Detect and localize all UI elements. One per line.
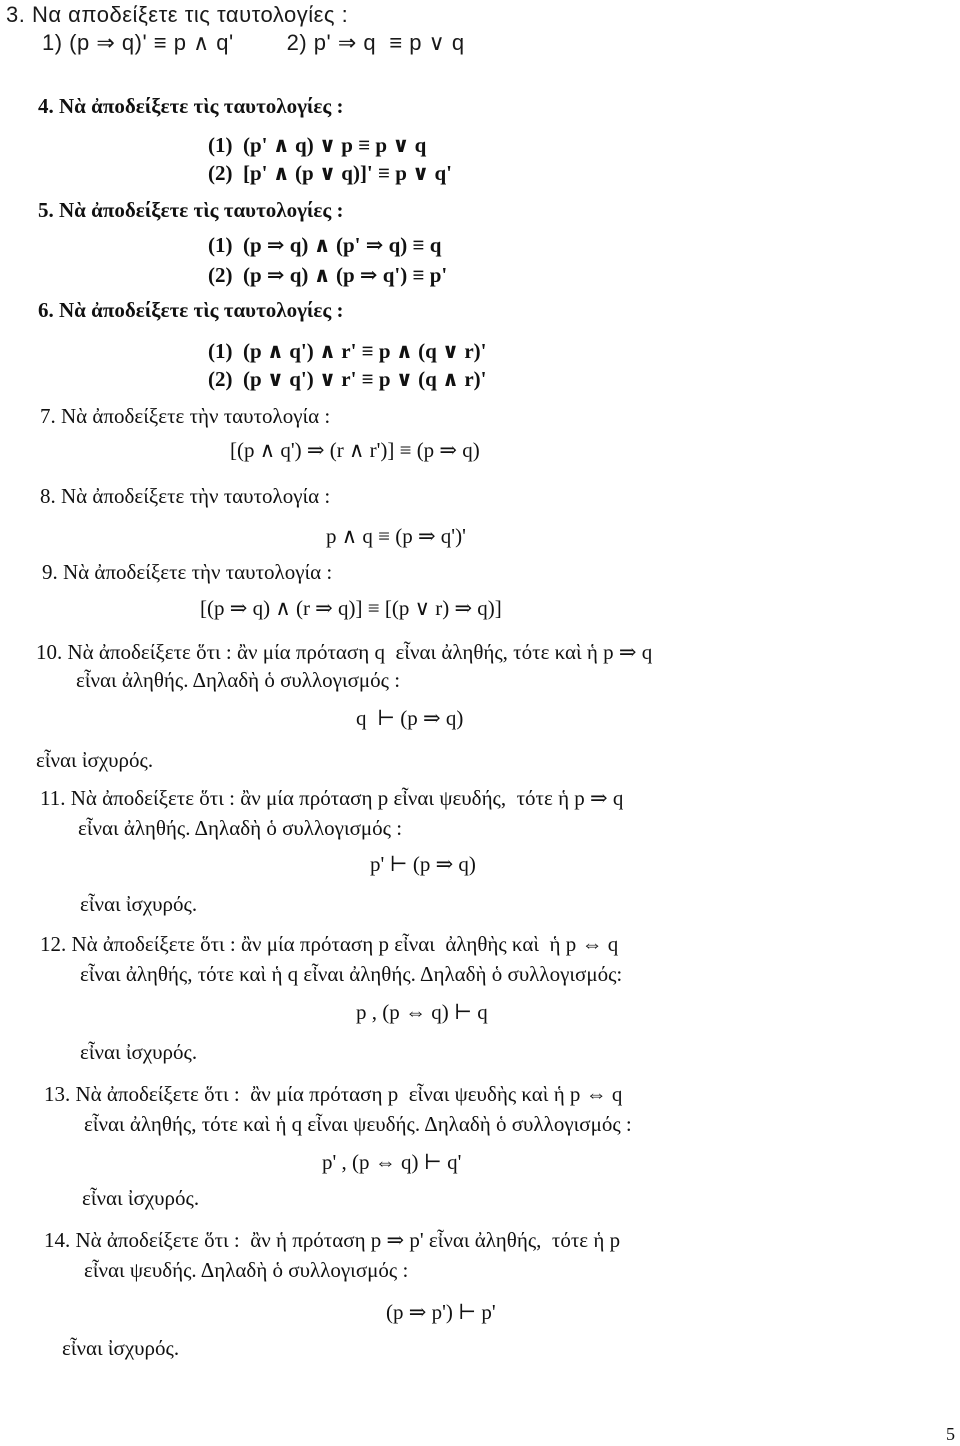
exercise-13-line-2: εἶναι ἀληθής, τότε καὶ ἡ q εἶναι ψευδής. Δηλαδὴ ὁ συλλογισμός : <box>84 1112 632 1136</box>
exercise-4-formula-1: (1) (p' ∧ q) ∨ p ≡ p ∨ q <box>208 133 427 157</box>
exercise-12-conclusion: εἶναι ἰσχυρός. <box>80 1040 198 1064</box>
exercise-14-formula: (p ⇒ p') ⊢ p' <box>386 1300 496 1324</box>
exercise-11-line-1: 11. Νὰ ἀποδείξετε ὅτι : ἂν μία πρόταση p εἶναι ψευδής, τότε ἡ p ⇒ q <box>40 786 624 810</box>
exercise-13-conclusion: εἶναι ἰσχυρός. <box>82 1186 200 1210</box>
exercise-4-formula-2: (2) [p' ∧ (p ∨ q)]' ≡ p ∨ q' <box>208 161 452 185</box>
exercise-7-heading: 7. Νὰ ἀποδείξετε τὴν ταυτολογία : <box>40 404 331 428</box>
exercise-14-line-2: εἶναι ψευδής. Δηλαδὴ ὁ συλλογισμός : <box>84 1258 409 1282</box>
exercise-3-formulas: 1) (p ⇒ q)' ≡ p ∧ q' 2) p' ⇒ q ≡ p ∨ q <box>42 30 465 55</box>
exercise-8-heading: 8. Νὰ ἀποδείξετε τὴν ταυτολογία : <box>40 484 331 508</box>
exercise-14-conclusion: εἶναι ἰσχυρός. <box>62 1336 180 1360</box>
exercise-13-formula: p' , (p ⇔ q) ⊢ q' <box>322 1150 462 1174</box>
exercise-7-formula: [(p ∧ q') ⇒ (r ∧ r')] ≡ (p ⇒ q) <box>230 438 480 462</box>
exercise-9-heading: 9. Νὰ ἀποδείξετε τὴν ταυτολογία : <box>42 560 333 584</box>
exercise-6-formula-2: (2) (p ∨ q') ∨ r' ≡ p ∨ (q ∧ r)' <box>208 367 487 391</box>
exercise-5-formula-2: (2) (p ⇒ q) ∧ (p ⇒ q') ≡ p' <box>208 263 448 287</box>
exercise-11-conclusion: εἶναι ἰσχυρός. <box>80 892 198 916</box>
exercise-10-formula: q ⊢ (p ⇒ q) <box>356 706 464 730</box>
exercise-11-formula: p' ⊢ (p ⇒ q) <box>370 852 476 876</box>
exercise-5-heading: 5. Νὰ ἀποδείξετε τὶς ταυτολογίες : <box>38 198 344 222</box>
exercise-10-line-1: 10. Νὰ ἀποδείξετε ὅτι : ἂν μία πρόταση q εἶναι ἀληθής, τότε καὶ ἡ p ⇒ q <box>36 640 653 664</box>
exercise-5-formula-1: (1) (p ⇒ q) ∧ (p' ⇒ q) ≡ q <box>208 233 442 257</box>
exercise-11-line-2: εἶναι ἀληθής. Δηλαδὴ ὁ συλλογισμός : <box>78 816 403 840</box>
exercise-10-conclusion: εἶναι ἰσχυρός. <box>36 748 154 772</box>
exercise-6-heading: 6. Νὰ ἀποδείξετε τὶς ταυτολογίες : <box>38 298 344 322</box>
exercise-12-formula: p , (p ⇔ q) ⊢ q <box>356 1000 488 1024</box>
exercise-10-line-2: εἶναι ἀληθής. Δηλαδὴ ὁ συλλογισμός : <box>76 668 401 692</box>
exercise-9-formula: [(p ⇒ q) ∧ (r ⇒ q)] ≡ [(p ∨ r) ⇒ q)] <box>200 596 502 620</box>
exercise-14-line-1: 14. Νὰ ἀποδείξετε ὅτι : ἂν ἡ πρόταση p ⇒ p' εἶναι ἀληθής, τότε ἡ p <box>44 1228 621 1252</box>
page-number: 5 <box>946 1424 955 1444</box>
exercise-6-formula-1: (1) (p ∧ q') ∧ r' ≡ p ∧ (q ∨ r)' <box>208 339 487 363</box>
exercise-12-line-2: εἶναι ἀληθής, τότε καὶ ἡ q εἶναι ἀληθής. Δηλαδὴ ὁ συλλογισμός: <box>80 962 623 986</box>
exercise-8-formula: p ∧ q ≡ (p ⇒ q')' <box>326 524 466 548</box>
exercise-13-line-1: 13. Νὰ ἀποδείξετε ὅτι : ἂν μία πρόταση p εἶναι ψευδὴς καὶ ἡ p ⇔ q <box>44 1082 623 1106</box>
exercise-4-heading: 4. Νὰ ἀποδείξετε τὶς ταυτολογίες : <box>38 94 344 118</box>
exercise-3-heading: 3. Να αποδείξετε τις ταυτολογίες : <box>6 2 349 27</box>
exercise-12-line-1: 12. Νὰ ἀποδείξετε ὅτι : ἂν μία πρόταση p εἶναι ἀληθὴς καὶ ἡ p ⇔ q <box>40 932 619 956</box>
